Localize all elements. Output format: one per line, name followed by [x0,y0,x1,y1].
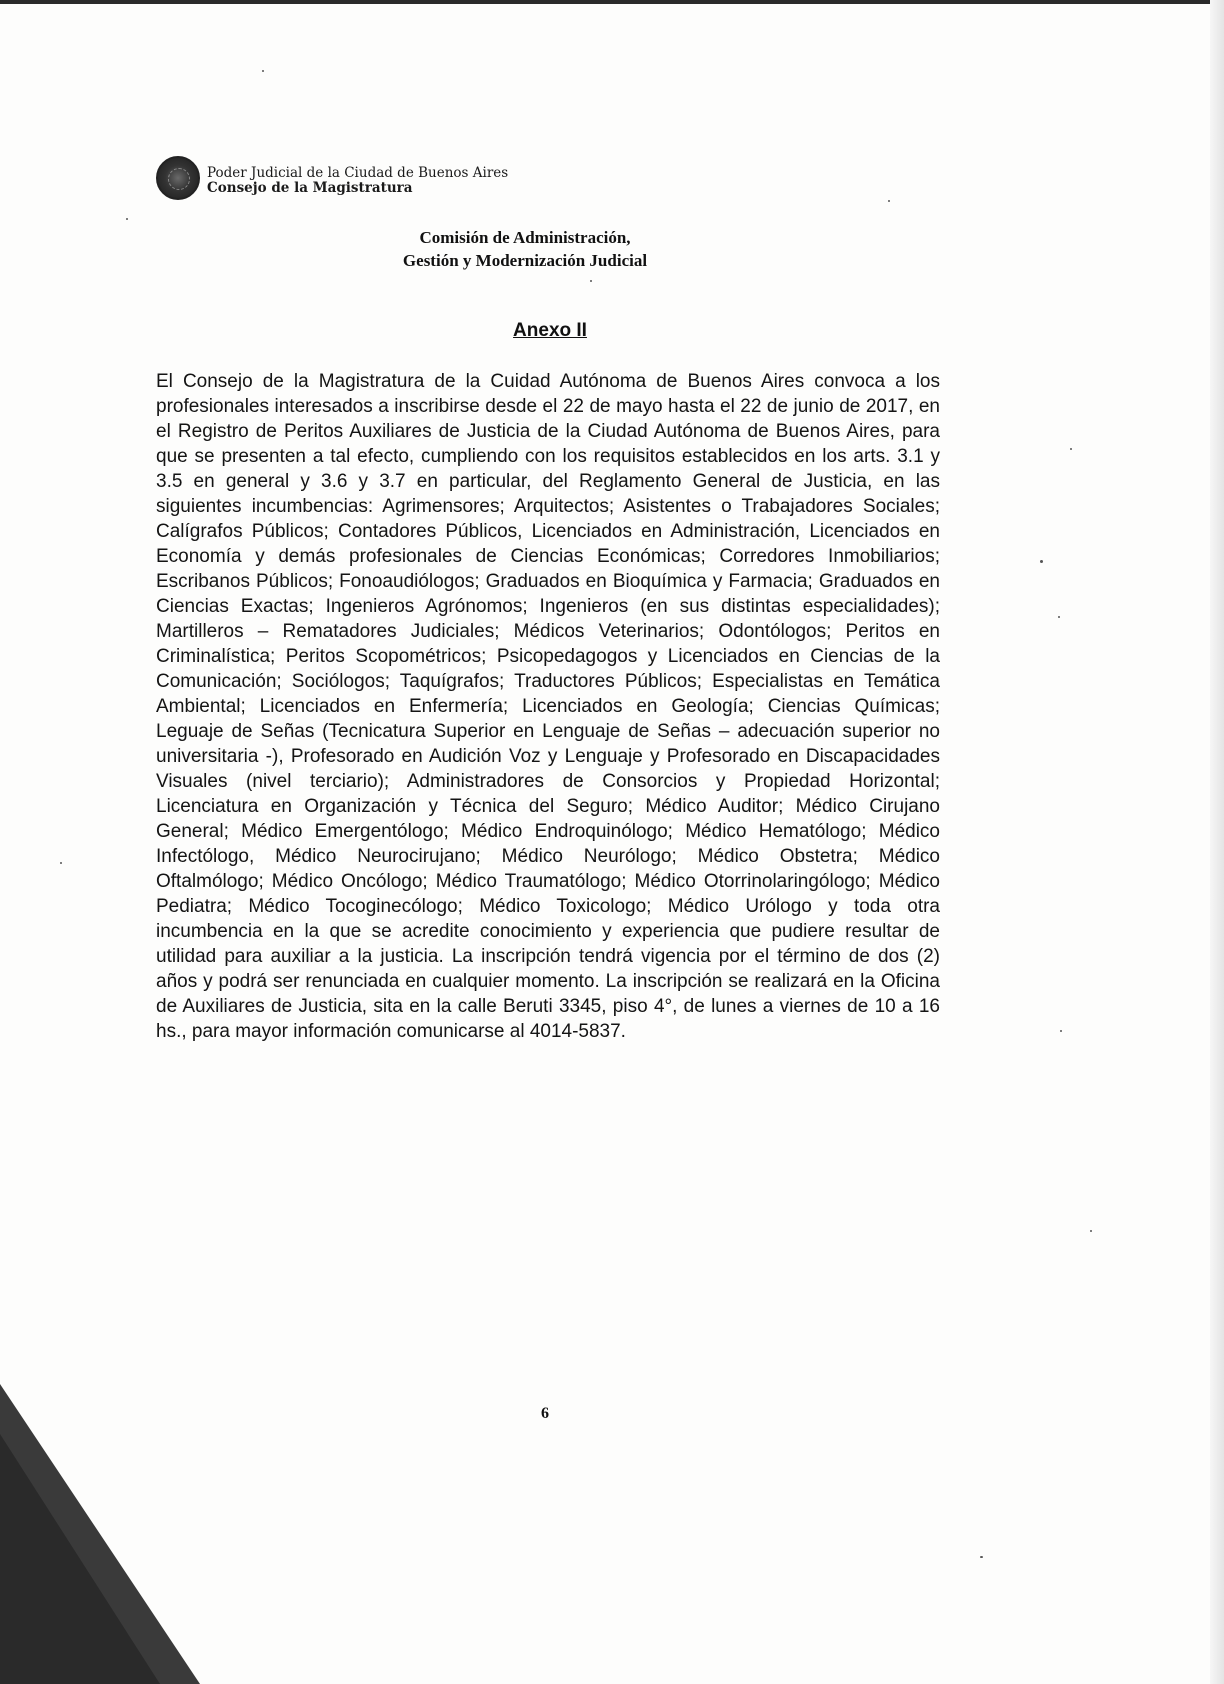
commission-heading [360,226,690,272]
scan-speck [126,218,128,220]
scan-right-edge [1210,0,1224,1684]
scan-speck [1040,560,1043,563]
institution-name: Poder Judicial de la Ciudad de Buenos Aires [207,165,509,181]
scan-speck [262,70,264,72]
commission-line-1: Comisión de Administración, [419,228,631,247]
annex-body-paragraph: El Consejo de la Magistratura de la Cuidad Autónoma de Buenos Aires convoca a los profesionales interesados a inscribirse desde el 22 de mayo hasta el 22 de junio de 2017, en el Registro de Peritos Auxiliares de Justicia de la Ciudad Autónoma de Buenos Aires, para que se presenten a tal efecto, cumpliendo con los requisitos establecidos en los arts. 3.1 y 3.5 en general y 3.6 y 3.7 en particular, del Reglamento General de Justicia, en las siguientes incumbencias: Agrimensores; Arquitectos; Asistentes o Trabajadores Sociales; Calígrafos Públicos; Contadores Públicos, Licenciados en Administración, Licenciados en Economía y demás profesionales de Ciencias Económicas; Corredores Inmobiliarios; Escribanos Públicos; Fonoaudiólogos; Graduados en Bioquímica y Farmacia; Graduados en Ciencias Exactas; Ingenieros Agrónomos; Ingenieros (en sus distintas especialidades); Martilleros – Rematadores Judiciales; Médicos Veterinarios; Odontólogos; Peritos en Criminalística; Peritos Scopométricos; Psicopedagogos y Licenciados en Ciencias de la Comunicación; Sociólogos; Taquígrafos; Traductores Públicos; Especialistas en Temática Ambiental; Licenciados en Enfermería; Licenciados en Geología; Ciencias Químicas; Leguaje de Señas (Tecnicatura Superior en Lenguaje de Señas – adecuación superior no universitaria -), Profesorado en Audición Voz y Lenguaje y Profesorado en Discapacidades Visuales (nivel terciario); Administradores de Consorcios y Propiedad Horizontal; Licenciatura en Organización y Técnica del Seguro; Médico Auditor; Médico Cirujano General; Médico Emergentólogo; Médico Endroquinólogo; Médico Hematólogo; Médico Infectólogo, Médico Neurocirujano; Médico Neurólogo; Médico Obstetra; Médico Oftalmólogo; Médico Oncólogo; Médico Traumatólogo; Médico Otorrinolaringólogo; Médico Pediatra; Médico Tocoginecólogo; Médico Toxicologo; Médico Urólogo y toda otra incumbencia en la que se acredite conocimiento y experiencia que pudiere resultar de utilidad para auxiliar a la justicia. La inscripción tendrá vigencia por el término de dos (2) años y podrá ser renunciada en cualquier momento. La inscripción se realizará en la Oficina de Auxiliares de Justicia, sita en la calle Beruti 3345, piso 4°, de lunes a viernes de 10 a 16 hs., para mayor información comunicarse al 4014-5837. [156,371,940,1042]
scan-speck [590,280,592,282]
scan-speck [1090,1230,1092,1232]
institution-header [207,166,508,196]
page-number: 6 [541,1405,549,1422]
scan-speck [1058,616,1060,618]
scan-speck [1070,448,1072,450]
annex-title: Anexo II [513,320,587,341]
scan-speck [1060,1030,1062,1032]
court-seal-icon [156,156,200,200]
folded-corner-shadow [0,1434,160,1684]
scan-speck [888,200,890,202]
scan-speck [980,1556,983,1558]
commission-line-2: Gestión y Modernización Judicial [402,251,648,270]
scan-speck [60,862,62,864]
scan-top-edge [0,0,1224,4]
council-name: Consejo de la Magistratura [207,180,413,196]
